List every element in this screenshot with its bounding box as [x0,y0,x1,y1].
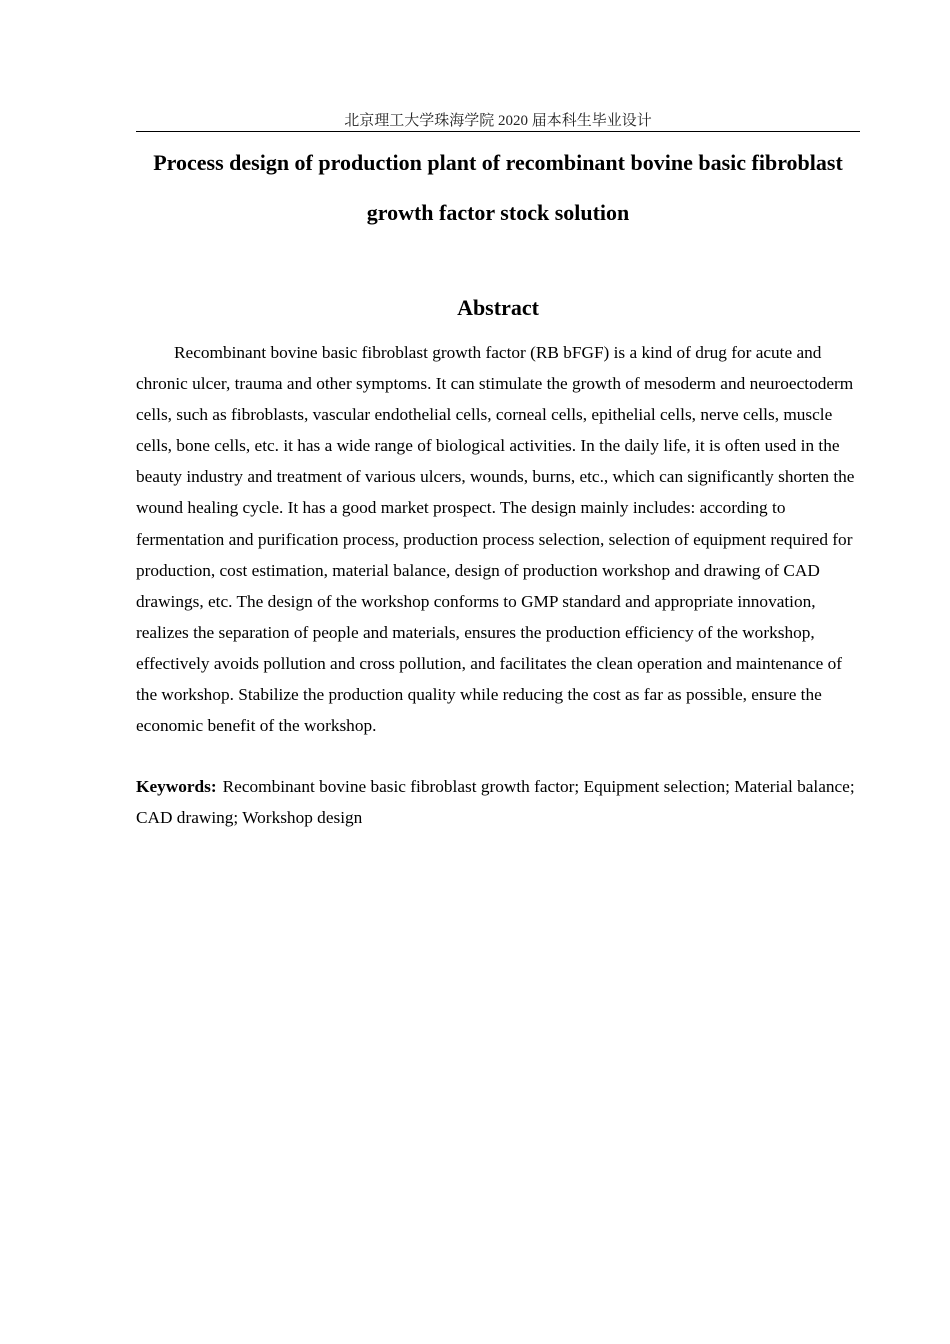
header-rule [136,131,860,132]
paper-title: Process design of production plant of recombinant bovine basic fibroblast growth factor stock solution [153,150,843,225]
keywords-line [136,771,860,833]
abstract-body: Recombinant bovine basic fibroblast growth factor (RB bFGF) is a kind of drug for acute and chronic ulcer, trauma and other symptoms. It can stimulate the growth of mesoderm and neuroectoderm cells, such as fibroblasts, vascular endothelial cells, corneal cells, epithelial cells, nerve cells, muscle cells, bone cells, etc. it has a wide range of biological activities. In the daily life, it is often used in the beauty industry and treatment of various ulcers, wounds, burns, etc., which can significantly shorten the wound healing cycle. It has a good market prospect. The design mainly includes: according to fermentation and purification process, production process selection, selection of equipment required for production, cost estimation, material balance, design of production workshop and drawing of CAD drawings, etc. The design of the workshop conforms to GMP standard and appropriate innovation, realizes the separation of people and materials, ensures the production efficiency of the workshop, effectively avoids pollution and cross pollution, and facilitates the clean operation and maintenance of the workshop. Stabilize the production quality while reducing the cost as far as possible, ensure the economic benefit of the workshop. [136,343,855,736]
keywords-label: Keywords: [136,777,217,796]
running-header: 北京理工大学珠海学院 2020 届本科生毕业设计 [344,113,652,129]
abstract-heading: Abstract [457,295,539,320]
keywords-text: Recombinant bovine basic fibroblast growth factor; Equipment selection; Material balance; CAD drawing; Workshop design [136,777,855,828]
